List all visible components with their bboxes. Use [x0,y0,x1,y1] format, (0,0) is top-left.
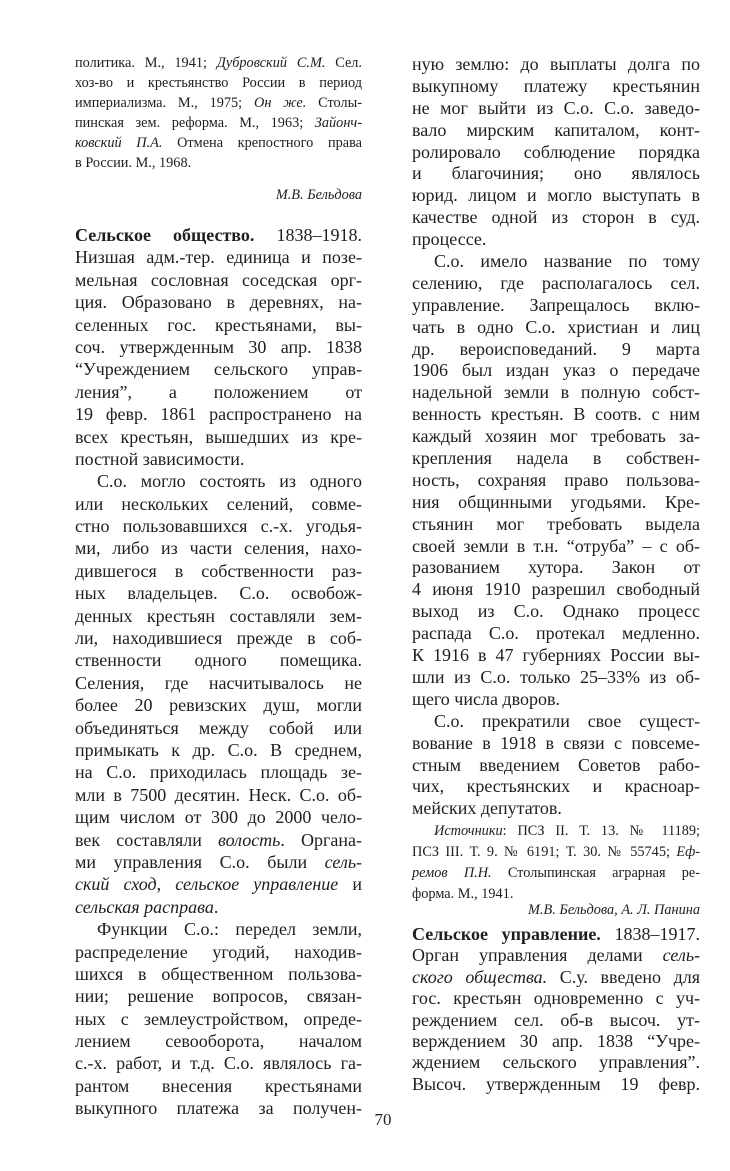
text-line: др. вероисповеданий. 9 марта [412,338,700,359]
text-line: стно пользовавшихся с.-х. угодья- [75,516,362,537]
text-line: каждый хозяин мог требовать за- [412,426,700,447]
text-span: ПСЗ III. Т. 9. № 6191; Т. 30. № 55745; [412,844,677,860]
text-line: щим числом от 300 до 2000 чело- [75,807,362,828]
italic-text: сельская расправа [75,896,214,917]
text-line: ления”, а положением от [75,381,362,402]
text-span: 1838–1917. [600,924,700,944]
text-line [412,924,700,945]
italic-text: Дубровский С.М. [216,55,326,71]
italic-text: ский сход [75,874,157,895]
sources-right [412,821,700,905]
text-span: Столы- [306,95,362,111]
author-signature-right [412,900,700,920]
text-line: управление. Запрещалось вклю- [412,294,700,315]
text-line: С.о. могло состоять из одного [97,471,362,492]
text-line: крепления надела в собствен- [412,448,700,469]
text-line: или нескольких селений, совме- [75,493,362,514]
text-span: и [338,874,362,895]
text-line: юрид. лицом и могло выступать в [412,185,700,206]
italic-text: ремов П.Н. [412,865,492,881]
entry-selskoe-upravlenie [412,924,700,1095]
text-line [75,113,362,133]
text-line: выход из С.о. Однако процесс [412,601,700,622]
italic-text: Он же. [254,95,307,111]
text-line: и благочиния; оно являлось [412,163,700,184]
text-line: разованием хутора. Закон от [412,557,700,578]
text-line: распределение угодий, находив- [75,941,362,962]
text-line [412,967,700,988]
text-span: Орган управления делами [412,945,663,966]
text-line: постной зависимости. [75,448,245,469]
italic-text: Еф- [676,844,700,860]
text-line: шли из С.о. только 25–33% из об- [412,666,700,687]
text-line: верждением 30 апр. 1838 “Учре- [412,1030,700,1051]
text-span: , [156,874,176,895]
text-line: надельной земли в полную собст- [412,382,700,403]
text-span: империализма. М., 1975; [75,95,254,111]
entry-continuation-right [412,54,700,820]
text-span: 1838–1918. [254,225,362,245]
text-line: венность крестьян. В соотв. с ним [412,404,700,425]
text-line: выкупному платежу крестьянин [412,75,700,96]
text-line: мейских депутатов. [412,798,562,819]
text-line: выкупного платежа за получен- [75,1098,362,1119]
text-span: пинская зем. реформа. М., 1963; [75,115,315,131]
text-line [75,896,362,918]
text-line: ция. Образовано в деревнях, на- [75,292,362,313]
text-line: С.о. имело название по тому [434,251,700,272]
text-line: лением севооборота, началом [75,1031,362,1052]
text-line: качестве одной из сторон в суд. [412,207,700,228]
text-line [412,821,700,842]
italic-text: сель- [324,851,362,872]
text-line: соч. утвержденным 30 апр. 1838 [75,336,362,357]
text-line: рантом внесения крестьянами [75,1075,362,1096]
text-line: С.о. прекратили свое сущест- [434,710,700,731]
text-line: шихся в общественном пользова- [75,963,362,984]
text-line [75,851,362,873]
text-line: гос. крестьян одновременно с уч- [412,988,700,1009]
text-span: . [213,896,219,917]
text-line: объединяться между собой или [75,717,362,738]
text-line [75,93,362,113]
italic-text: М.В. Бельдова, А. Л. Панина [528,902,700,918]
text-line: ми, либо из части селения, нахо- [75,538,362,559]
text-line: Низшая адм.-тер. единица и позе- [75,247,362,268]
text-span: ми управления С.о. были [75,851,325,872]
text-line: ждением сельского управления”. [412,1052,700,1073]
text-span: век составляли [75,829,218,850]
italic-text: ского общества. [412,966,548,987]
text-line: К 1916 в 47 губерниях России вы- [412,645,700,666]
text-line: хоз-во и крестьянство России в период [75,75,362,91]
text-line: не мог выйти из С.о. С.о. заведо- [412,97,700,118]
text-line: процессе. [412,229,487,250]
text-line: ния общинными угодьями. Кре- [412,491,700,512]
entry-heading: Сельское управление. [412,924,601,944]
text-line: “Учреждением сельского управ- [75,359,362,380]
text-line: в России. М., 1968. [75,155,192,171]
text-line: 1906 был издан указ о передаче [412,360,700,381]
text-line: селению, где располагалось сел. [412,272,700,293]
italic-text: сель- [662,945,700,966]
text-span: . Органа- [280,829,362,850]
text-span: Отмена крепостного права [162,135,362,151]
text-line: вало мирским капиталом, конт- [412,119,700,140]
italic-text: ковский П.А. [75,135,163,151]
text-line: ность, сохраняя право пользова- [412,469,700,490]
text-line: форма. М., 1941. [412,886,514,902]
entry-heading: Сельское общество. [75,225,255,245]
text-line: примыкать к др. С.о. В среднем, [75,739,362,760]
text-line: распада С.о. протекал медленно. [412,623,700,644]
text-line: мельная сословная соседская орг- [75,269,362,290]
text-line [412,863,700,884]
text-line [412,945,700,966]
text-line [75,873,362,895]
text-line: мли в 7500 десятин. Неск. С.о. об- [75,784,362,805]
italic-text: Зайонч- [314,115,362,131]
page-number: 70 [374,1110,392,1129]
text-line: Селения, где насчитывалось не [75,672,362,693]
text-line: своей земли в т.н. “отруба” – с об- [412,535,700,556]
text-line: всех крестьян, вышедших из кре- [75,426,362,447]
text-line: селенных гос. крестьянами, вы- [75,314,362,335]
text-line: 19 февр. 1861 распространено на [75,404,362,425]
text-line [75,133,362,153]
text-span: Столыпинская аграрная ре- [491,865,700,881]
text-line [75,224,362,246]
text-line: ролировало соблюдение порядка [412,141,700,162]
text-line: нии; решение вопросов, связан- [75,986,362,1007]
text-line: дившегося в собственности раз- [75,560,362,581]
text-line: ных с землеустройством, опреде- [75,1008,362,1029]
text-line: стьянин мог требовать выдела [412,513,700,534]
text-line: чих, крестьянских и красноар- [412,776,700,797]
text-line: Функции С.о.: передел земли, [97,919,362,940]
text-line [75,53,362,73]
text-line: 4 июня 1910 разрешил свободный [412,579,700,600]
text-line: стным введением Советов рабо- [412,754,700,775]
text-line: ли, находившиеся прежде в соб- [75,628,362,649]
italic-text: волость [218,829,281,850]
text-line: ных владельцев. С.о. освобож- [75,583,362,604]
text-line [75,185,362,205]
text-line [412,900,700,920]
text-line: на С.о. приходилась площадь зе- [75,762,362,783]
text-span: С.у. введено для [547,966,700,987]
text-line [75,829,362,851]
text-line: ную землю: до выплаты долга по [412,54,700,74]
author-signature-left [75,185,362,205]
text-span: Сел. [325,55,362,71]
text-line: денных крестьян составляли зем- [75,605,362,626]
text-line [412,842,700,863]
text-span: : ПСЗ II. Т. 13. № 11189; [502,823,700,839]
text-line: щего числа дворов. [412,688,560,709]
entry-selskoe-obshchestvo [75,224,362,1120]
text-line: с.-х. работ, и т.д. С.о. являлось га- [75,1053,362,1074]
italic-text: М.В. Бельдова [275,187,362,203]
text-line: Высоч. утвержденным 19 февр. [412,1073,700,1094]
text-line: более 20 ревизских душ, могли [75,695,362,716]
text-line: ственности одного помещика. [75,650,362,671]
text-line: реждением сел. об-в высоч. ут- [412,1009,700,1030]
bibliography-left [75,53,362,173]
italic-text: Источники [434,823,503,839]
text-span: политика. М., 1941; [75,55,217,71]
text-line: чать в одно С.о. христиан и лиц [412,316,700,337]
italic-text: сельское управление [175,874,339,895]
text-line: вование в 1918 в связи с повсеме- [412,732,700,753]
